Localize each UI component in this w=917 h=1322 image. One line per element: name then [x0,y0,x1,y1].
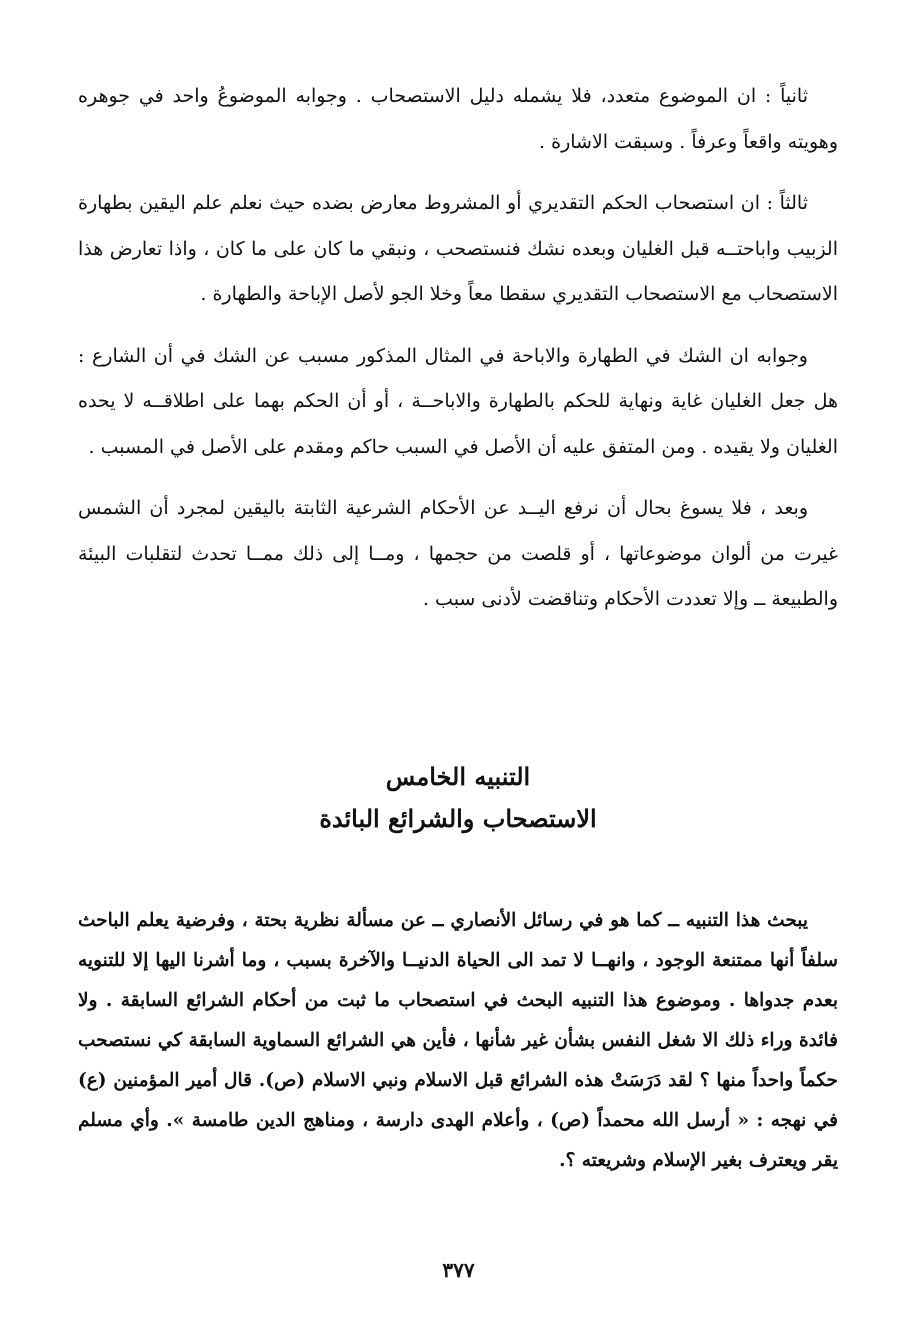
paragraph-fifth-note: يبحث هذا التنبيه ــ كما هو في رسائل الأنصاري ــ عن مسألة نظرية بحتة ، وفرضية يعلم الباحث سلفاً أنها ممتنعة الوجود ، وانهــا لا تمد الى الحياة الدنيــا والآخرة بسبب ، وما أشرنا اليها إلا للتنويه بعدم جدواها . وموضوع هذا التنبيه البحث في استصحاب ما ثبت من أحكام الشرائع السابقة . ولا فائدة وراء ذلك الا شغل النفس بشأن غير شأنها ، فأين هي الشرائع السماوية السابقة كي نستصحب حكماً واحداً منها ؟ لقد دَرَسَتْ هذه الشرائع قبل الاسلام ونبي الاسلام (ص). قال أمير المؤمنين (ع) في نهجه : « أرسل الله محمداً (ص) ، وأعلام الهدى دارسة ، ومناهج الدين طامسة ». وأي مسلم يقر ويعترف بغير الإسلام وشريعته ؟. [78,910,838,1171]
paragraph-conclusion: وبعد ، فلا يسوغ بحال أن نرفع اليــد عن الأحكام الشرعية الثابتة باليقين لمجرد أن الشمس غيرت من ألوان موضوعاتها ، أو قلصت من حجمها ، ومــا إلى ذلك ممــا تحدث لتقلبات البيئة والطبيعة ــ وإلا تعددت الأحكام وتناقضت لأدنى سبب . [78,497,838,610]
paragraph-third-objection: ثالثاً : ان استصحاب الحكم التقديري أو المشروط معارض بضده حيث نعلم علم اليقين بطهارة الزبيب واباحتــه قبل الغليان وبعده نشك فنستصحب ، ونبقي ما كان على ما كان ، واذا تعارض هذا الاستصحاب مع الاستصحاب التقديري سقطا معاً وخلا الجو لأصل الإباحة والطهارة . [78,192,839,305]
heading-line-2: الاستصحاب والشرائع البائدة [319,804,597,833]
paragraph-second-objection: ثانياً : ان الموضوع متعدد، فلا يشمله دليل الاستصحاب . وجوابه الموضوعُ واحد في جوهره وهويته واقعاً وعرفاً . وسبقت الاشارة . [78,85,838,153]
heading-line-1: التنبيه الخامس [385,762,531,791]
page-number: ٣٧٧ [442,1258,475,1282]
paragraph-answer: وجوابه ان الشك في الطهارة والاباحة في المثال المذكور مسبب عن الشك في أن الشارع : هل جعل الغليان غاية ونهاية للحكم بالطهارة والاباحــة ، أو أن الحكم بهما على اطلاقــه لا يحده الغليان ولا يقيده . ومن المتفق عليه أن الأصل في السبب حاكم ومقدم على الأصل في المسبب . [78,344,838,458]
text-column-upper [78,74,838,623]
section-heading [78,756,838,840]
text-column-lower [78,901,838,1181]
